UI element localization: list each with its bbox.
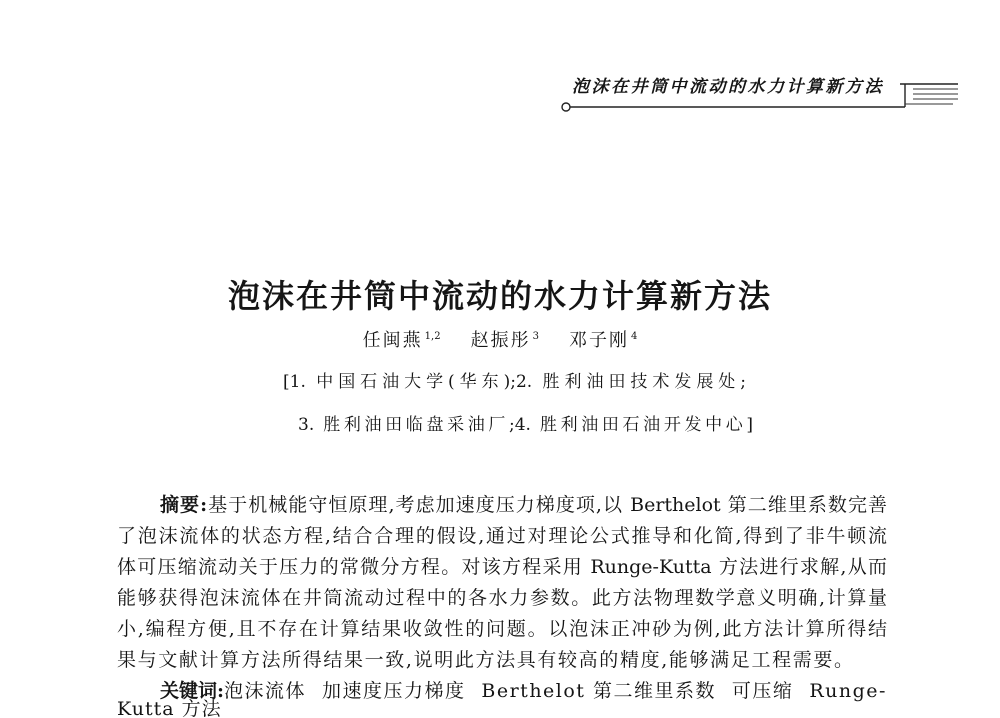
author-affiliation-marker: 4 [630, 331, 638, 342]
author [569, 329, 637, 353]
abstract-line: 小,编程方便,且不存在计算结果收敛性的问题。以泡沫正冲砂为例,此方法计算所得结 [117, 618, 887, 640]
author-affiliation-marker: 3 [532, 331, 539, 342]
author-name: 赵振彤 [470, 330, 531, 351]
author [363, 329, 441, 353]
keyword: Runge- [809, 680, 887, 702]
rule-circle [562, 103, 570, 111]
keyword: 可压缩 [731, 680, 794, 702]
keyword-continuation: Kutta 方法 [117, 698, 222, 718]
affiliation-line: [1. 中国石油大学(华东);2. 胜利油田技术发展处; [283, 372, 746, 392]
abstract-line: 能够获得泡沫流体在井筒流动过程中的各水力参数。此方法物理数学意义明确,计算量 [117, 587, 887, 609]
abstract-line: 果与文献计算方法所得结果一致,说明此方法具有较高的精度,能够满足工程需要。 [117, 649, 853, 671]
author-affiliation-marker: 1,2 [424, 331, 441, 342]
abstract-line [160, 493, 887, 517]
running-head-rule [555, 78, 965, 114]
author [471, 329, 539, 353]
keywords-line [160, 679, 887, 703]
abstract-line: 了泡沫流体的状态方程,结合合理的假设,通过对理论公式推导和化简,得到了非牛顿流 [117, 525, 887, 547]
keyword: 泡沫流体 [224, 680, 307, 702]
abstract-text: 基于机械能守恒原理,考虑加速度压力梯度项,以 Berthelot 第二维里系数完善 [207, 494, 887, 516]
abstract-label: 摘要: [160, 494, 208, 516]
keywords-label: 关键词: [160, 680, 225, 702]
author-name: 邓子刚 [568, 330, 629, 351]
abstract-line: 体可压缩流动关于压力的常微分方程。对该方程采用 Runge-Kutta 方法进行求解,从而 [117, 556, 887, 578]
affiliation-line: 3. 胜利油田临盘采油厂;4. 胜利油田石油开发中心] [298, 415, 753, 435]
author-name: 任闽燕 [362, 330, 423, 351]
keyword: 加速度压力梯度 [321, 680, 466, 702]
author-list [0, 329, 1000, 353]
keyword: Berthelot 第二维里系数 [481, 680, 716, 702]
running-head-title: 泡沫在井筒中流动的水力计算新方法 [572, 77, 884, 97]
paper-title: 泡沫在井筒中流动的水力计算新方法 [227, 277, 772, 315]
